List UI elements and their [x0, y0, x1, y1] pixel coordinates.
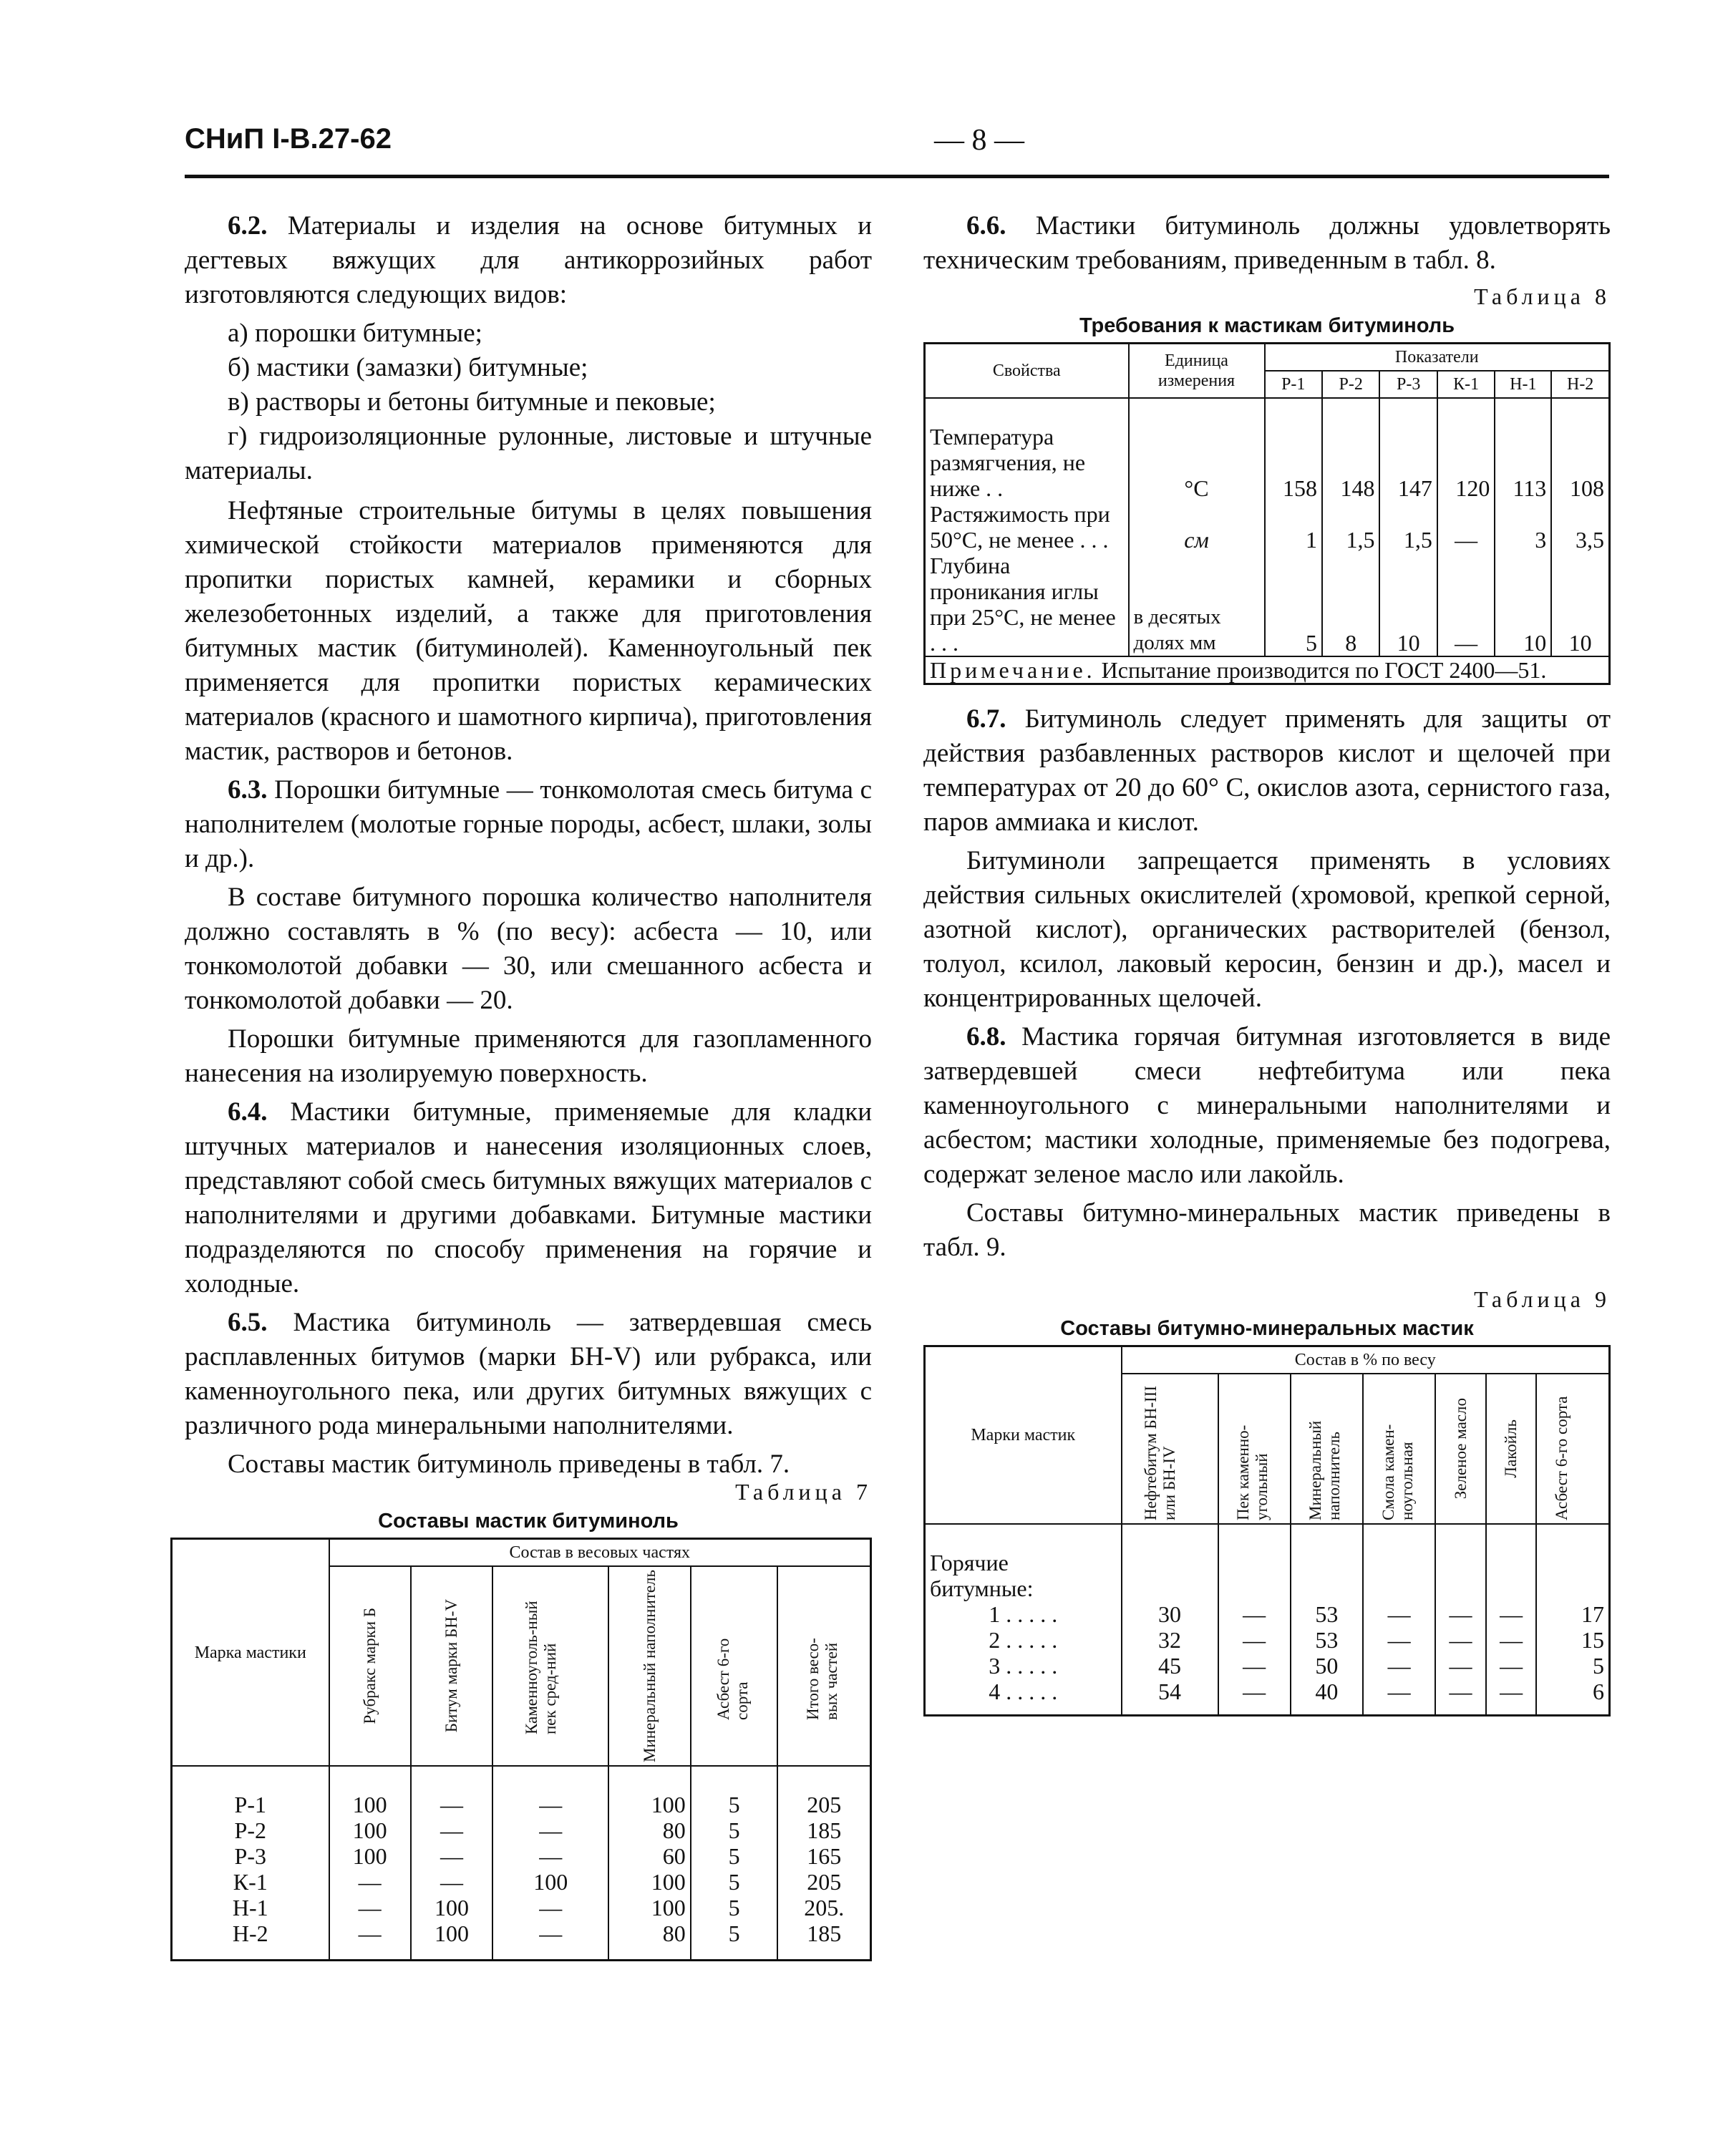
right-column: [923, 209, 1611, 1716]
table7-cell: 185: [777, 1817, 870, 1843]
section-text: Мастики битуминоль должны удовлетворять техническим требованиям, приведенным в табл. 8.: [923, 211, 1611, 275]
section-number: 6.4.: [228, 1097, 268, 1127]
table7-cell: —: [329, 1921, 411, 1961]
document-code: СНиП I-В.27-62: [185, 123, 392, 155]
table7-cell: 205: [777, 1792, 870, 1817]
table7-cell: 100: [608, 1869, 690, 1895]
table-row: [172, 1921, 871, 1961]
table8-col-unit: Единица измерения: [1129, 344, 1265, 399]
table9-cell: —: [1486, 1627, 1537, 1653]
table7-cell: —: [329, 1869, 411, 1895]
table9-col: [1291, 1374, 1363, 1524]
paragraph-powder-composition: В составе битумного порошка количество наполнителя должно составлять в % (по весу): асбеста — 10, или тонкомолотой добавки — 30, или смешанного асбеста и тонкомолотой добавки — 20.: [185, 883, 872, 1015]
table9-cell: 15: [1536, 1627, 1609, 1653]
table-row: [925, 1627, 1610, 1653]
table9-cell: 50: [1291, 1653, 1363, 1679]
table9-caption: Таблица 9: [1474, 1286, 1611, 1312]
table9-cell: —: [1435, 1627, 1486, 1653]
table7-cell: 80: [608, 1817, 690, 1843]
table7-cell: —: [492, 1843, 608, 1869]
table8-cell: 148: [1322, 424, 1379, 501]
table9-cell: 45: [1122, 1653, 1218, 1679]
section-6-3: [185, 773, 872, 876]
section-text: Мастики битумные, применяемые для кладки штучных материалов и нанесения изоляционных слоев, представляют собой смесь битумных вяжущих материалов с наполнителями и другими добавками. Битумные мастики подразделяются по способу применения на горячие и холодные.: [185, 1097, 872, 1298]
table8-cell: 113: [1495, 424, 1551, 501]
table7-cell: 5: [691, 1817, 778, 1843]
table8-cell: 10: [1379, 553, 1437, 656]
table8-cell: Растяжимость при 50°С, не менее . . .: [925, 501, 1129, 553]
table7-col-label: Итого весо-вых частей: [804, 1637, 841, 1720]
section-6-2: [185, 209, 872, 312]
table7-cell: 100: [608, 1895, 690, 1921]
table9-cell: —: [1486, 1601, 1537, 1627]
table9-col: [1218, 1374, 1291, 1524]
section-text: Порошки битумные — тонкомолотая смесь битума с наполнителем (молотые горные породы, асбест, шлаки, золы и др.).: [185, 775, 872, 873]
section-6-7: [923, 702, 1611, 840]
note-text: Испытание производится по ГОСТ 2400—51.: [1101, 657, 1547, 683]
paragraph-bitumen: Нефтяные строительные битумы в целях повышения химической стойкости материалов применяются для пропитки пористых камней, керамики и сборных железобетонных изделий, а также для приготовления битумных мастик (битуминолей). Каменноугольный пек применяется для пропитки пористых керамических материалов (красного и шамотного кирпича), приготовления мастик, растворов и бетонов.: [185, 496, 872, 766]
table9-cell: —: [1363, 1601, 1435, 1627]
table9-group-header: Состав в % по весу: [1122, 1346, 1610, 1374]
table8-col: К-1: [1437, 371, 1495, 398]
table7-cell: —: [492, 1921, 608, 1961]
table8-cell: 120: [1437, 424, 1495, 501]
table7-cell: —: [411, 1869, 492, 1895]
table7-cell: 5: [691, 1895, 778, 1921]
section-6-6: [923, 209, 1611, 278]
paragraph-prohibited: Битуминоли запрещается применять в условиях действия сильных окислителей (хромовой, крепкой серной, азотной кислот), органических растворителей (бензол, толуол, ксилол, лаковый керосин, бензин и др.), масел и концентрированных щелочей.: [923, 846, 1611, 1013]
table9-cell: —: [1218, 1653, 1291, 1679]
table7-cell: —: [492, 1817, 608, 1843]
table9-cell: 1 . . . . .: [925, 1601, 1122, 1627]
table9-col-label: Нефтебитум БН-III или БН-IV: [1142, 1386, 1178, 1520]
table7-cell: —: [329, 1895, 411, 1921]
section-6-5: [185, 1306, 872, 1443]
note-label: Примечание.: [930, 657, 1096, 683]
table-row: [925, 1601, 1610, 1627]
table8-group-header: Показатели: [1265, 344, 1610, 372]
table9-title: Составы битумно-минеральных мастик: [1060, 1317, 1474, 1340]
table8-cell: 10: [1495, 553, 1551, 656]
table8-cell: см: [1129, 501, 1265, 553]
table8-cell: 5: [1265, 553, 1322, 656]
table7-cell: 100: [608, 1792, 690, 1817]
table7-cell: Н-2: [172, 1921, 329, 1961]
table8-cell: 3,5: [1551, 501, 1609, 553]
table7-col-label: Каменноуголь-ный пек сред-ний: [523, 1600, 560, 1734]
table9-col-label: Асбест 6-го сорта: [1553, 1396, 1571, 1520]
table8-cell: Глубина проникания иглы при 25°С, не менее . . .: [925, 553, 1129, 656]
table7-cell: Р-1: [172, 1792, 329, 1817]
table7-cell: Р-2: [172, 1817, 329, 1843]
table7-col: [329, 1566, 411, 1766]
table7-cell: 80: [608, 1921, 690, 1961]
section-number: 6.8.: [966, 1022, 1006, 1052]
table-row: [925, 1653, 1610, 1679]
table7-cell: 100: [411, 1895, 492, 1921]
table8-cell: в десятых долях мм: [1129, 553, 1265, 656]
table9-col-mark: Марки мастик: [925, 1346, 1122, 1525]
table-row: [925, 501, 1610, 553]
table7: [170, 1538, 872, 1961]
table8-col: Р-1: [1265, 371, 1322, 398]
paragraph-table9-ref: Составы битумно-минеральных мастик приведены в табл. 9.: [923, 1198, 1611, 1262]
table7-cell: 100: [329, 1792, 411, 1817]
list-item-d: г) гидроизоляционные рулонные, листовые и штучные материалы.: [185, 422, 872, 485]
table9-cell: 4 . . . . .: [925, 1679, 1122, 1716]
table8: [923, 342, 1611, 685]
table7-cell: 5: [691, 1869, 778, 1895]
table8-cell: 1,5: [1322, 501, 1379, 553]
table-row: [925, 1550, 1610, 1601]
section-text: Битуминоль следует применять для защиты от действия разбавленных растворов кислот и щелочей при температурах от 20 до 60° С, окислов азота, сернистого газа, паров аммиака и кислот.: [923, 704, 1611, 837]
table7-cell: —: [492, 1792, 608, 1817]
table9-cell: 54: [1122, 1679, 1218, 1716]
table-row: [925, 424, 1610, 501]
table9-cell: 2 . . . . .: [925, 1627, 1122, 1653]
table7-cell: Н-1: [172, 1895, 329, 1921]
table8-note: [925, 656, 1610, 684]
table7-cell: —: [411, 1817, 492, 1843]
table9-cell: 3 . . . . .: [925, 1653, 1122, 1679]
section-6-4: [185, 1095, 872, 1301]
table9-cell: 5: [1536, 1653, 1609, 1679]
table8-cell: —: [1437, 553, 1495, 656]
table8-cell: Температура размягчения, не ниже . .: [925, 424, 1129, 501]
table7-cell: 100: [411, 1921, 492, 1961]
section-number: 6.2.: [228, 211, 268, 241]
table8-cell: 158: [1265, 424, 1322, 501]
table8-cell: 1: [1265, 501, 1322, 553]
table-row: [925, 553, 1610, 656]
table9-col: [1536, 1374, 1609, 1524]
table9-col-label: Зеленое масло: [1451, 1398, 1470, 1500]
table9-col: [1122, 1374, 1218, 1524]
section-text: Материалы и изделия на основе битумных и дегтевых вяжущих для антикоррозийных работ изготовляются следующих видов:: [185, 211, 872, 309]
table7-cell: 205: [777, 1869, 870, 1895]
table7-col: [411, 1566, 492, 1766]
table9-cell: 30: [1122, 1601, 1218, 1627]
table9-cell: 17: [1536, 1601, 1609, 1627]
table7-col: [691, 1566, 778, 1766]
table7-caption: Таблица 7: [735, 1479, 872, 1505]
table9-cell: —: [1218, 1679, 1291, 1716]
paragraph-powder-use: Порошки битумные применяются для газопламенного нанесения на изолируемую поверхность.: [185, 1024, 872, 1088]
list-item-c: в) растворы и бетоны битумные и пековые;: [228, 387, 716, 417]
table8-col: Р-2: [1322, 371, 1379, 398]
section-text: Мастика битуминоль — затвердевшая смесь расплавленных битумов (марки БН-V) или рубракса, или каменноугольного пека, или других битумных вяжущих с различного рода минеральными наполнителями.: [185, 1308, 872, 1440]
table9-cell: 40: [1291, 1679, 1363, 1716]
left-column: [185, 209, 872, 1961]
table7-col: [492, 1566, 608, 1766]
page-header: [185, 123, 1609, 166]
table8-cell: 8: [1322, 553, 1379, 656]
table-row: [172, 1792, 871, 1817]
table8-col-prop: Свойства: [925, 344, 1129, 399]
table9-group-row: Горячие битумные:: [925, 1550, 1122, 1601]
table-row: [172, 1843, 871, 1869]
section-number: 6.6.: [966, 211, 1006, 241]
table8-col: Н-1: [1495, 371, 1551, 398]
section-text: Мастика горячая битумная изготовляется в виде затвердевшей смеси нефтебитума или пека каменноугольного с минеральными наполнителями и асбестом; мастики холодные, применяемые без подогрева, содержат зеленое масло или лакойль.: [923, 1022, 1611, 1189]
table7-cell: 5: [691, 1843, 778, 1869]
table8-cell: °С: [1129, 424, 1265, 501]
table9-col: [1363, 1374, 1435, 1524]
table7-col-mark: Марка мастики: [172, 1539, 329, 1767]
table9-col: [1486, 1374, 1537, 1524]
section-6-8: [923, 1020, 1611, 1192]
table7-col: [608, 1566, 690, 1766]
section-number: 6.5.: [228, 1308, 268, 1337]
table9-cell: 53: [1291, 1601, 1363, 1627]
table9-col-label: Смола камен-ноугольная: [1379, 1424, 1416, 1520]
table7-cell: —: [492, 1895, 608, 1921]
table8-cell: 10: [1551, 553, 1609, 656]
paragraph-table7-ref: Составы мастик битуминоль приведены в табл. 7.: [228, 1450, 790, 1479]
table9: [923, 1345, 1611, 1716]
table7-cell: 185: [777, 1921, 870, 1961]
table9-cell: —: [1486, 1653, 1537, 1679]
table7-title: Составы мастик битуминоль: [378, 1510, 679, 1533]
table-row: [172, 1817, 871, 1843]
list-item-a: а) порошки битумные;: [228, 319, 482, 348]
page-number: — 8 —: [934, 124, 1024, 157]
table9-cell: —: [1435, 1679, 1486, 1716]
table9-cell: —: [1363, 1627, 1435, 1653]
table8-cell: —: [1437, 501, 1495, 553]
table7-col-label: Минеральный наполнитель: [640, 1570, 659, 1763]
section-number: 6.3.: [228, 775, 268, 805]
table8-title: Требования к мастикам битуминоль: [1079, 314, 1455, 337]
table9-col-label: Минеральный наполнитель: [1306, 1420, 1344, 1520]
table8-cell: 3: [1495, 501, 1551, 553]
table7-cell: 165: [777, 1843, 870, 1869]
table9-cell: —: [1435, 1653, 1486, 1679]
table9-cell: 32: [1122, 1627, 1218, 1653]
table7-cell: 100: [329, 1817, 411, 1843]
table9-col-label: Пек каменно-угольный: [1234, 1424, 1271, 1520]
table7-cell: 5: [691, 1792, 778, 1817]
table8-col: Р-3: [1379, 371, 1437, 398]
table9-cell: —: [1486, 1679, 1537, 1716]
table7-col-label: Асбест 6-го сорта: [714, 1638, 751, 1720]
table7-cell: —: [411, 1843, 492, 1869]
table7-col: [777, 1566, 870, 1766]
table7-cell: 5: [691, 1921, 778, 1961]
table8-caption: Таблица 8: [1474, 283, 1611, 309]
table8-col: Н-2: [1551, 371, 1609, 398]
table7-cell: 205.: [777, 1895, 870, 1921]
table9-cell: —: [1363, 1653, 1435, 1679]
table9-col: [1435, 1374, 1486, 1524]
table-row: [172, 1895, 871, 1921]
table9-cell: —: [1435, 1601, 1486, 1627]
table-row: [925, 1679, 1610, 1716]
table7-col-label: Битум марки БН-V: [442, 1599, 460, 1733]
table7-cell: 100: [329, 1843, 411, 1869]
table7-cell: —: [411, 1792, 492, 1817]
table7-cell: Р-3: [172, 1843, 329, 1869]
table9-cell: —: [1363, 1679, 1435, 1716]
table-row: [172, 1869, 871, 1895]
table9-cell: —: [1218, 1601, 1291, 1627]
table7-group-header: Состав в весовых частях: [329, 1539, 871, 1567]
table9-col-label: Лакойль: [1502, 1419, 1520, 1478]
table7-cell: 100: [492, 1869, 608, 1895]
table8-cell: 1,5: [1379, 501, 1437, 553]
header-rule: [185, 175, 1609, 178]
table7-cell: 60: [608, 1843, 690, 1869]
table9-cell: 53: [1291, 1627, 1363, 1653]
list-item-b: б) мастики (замазки) битумные;: [228, 353, 588, 382]
table8-cell: 108: [1551, 424, 1609, 501]
table9-cell: —: [1218, 1627, 1291, 1653]
table7-col-label: Рубракс марки Б: [360, 1608, 379, 1724]
section-number: 6.7.: [966, 704, 1006, 734]
table9-cell: 6: [1536, 1679, 1609, 1716]
table7-cell: К-1: [172, 1869, 329, 1895]
table8-cell: 147: [1379, 424, 1437, 501]
